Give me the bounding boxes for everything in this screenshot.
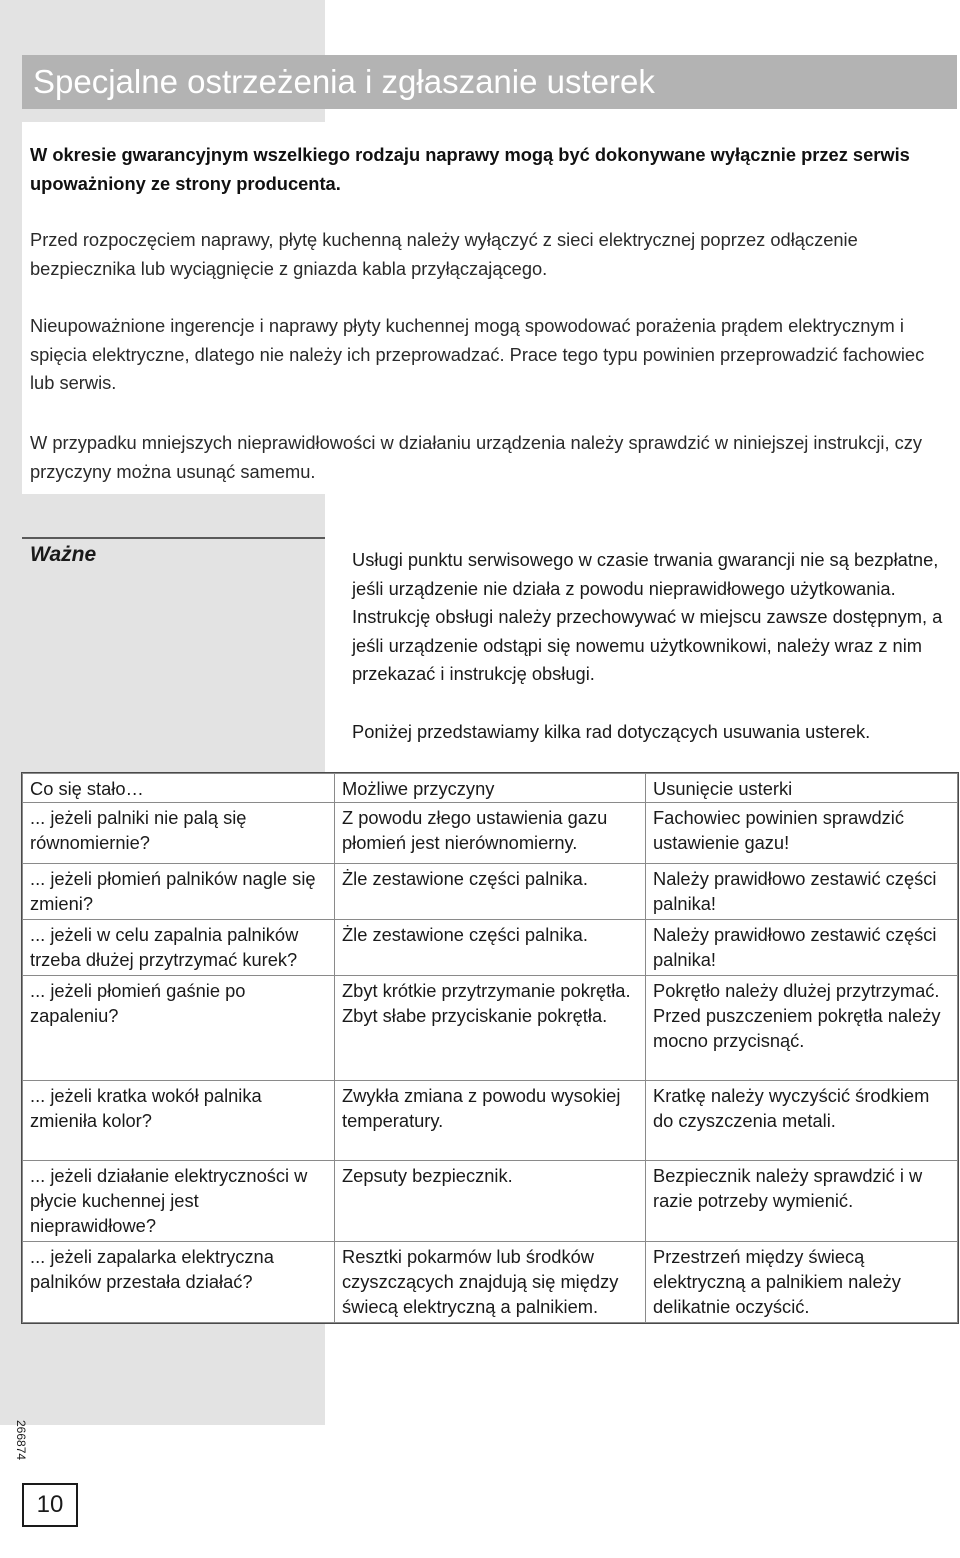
table-header-row <box>23 774 958 803</box>
table-cell: Żle zestawione części palnika. <box>335 864 646 920</box>
column-header-fix: Usunięcie usterki <box>646 774 958 803</box>
table-row <box>23 1242 958 1323</box>
table-cell: ... jeżeli zapalarka elektryczna palników przestała działać? <box>23 1242 335 1323</box>
table-cell: ... jeżeli w celu zapalnia palników trzeba dłużej przytrzymać kurek? <box>23 920 335 976</box>
table-cell: ... jeżeli działanie elektryczności w płycie kuchennej jest nieprawidłowe? <box>23 1161 335 1242</box>
important-label: Ważne <box>30 543 97 566</box>
page-title: Specjalne ostrzeżenia i zgłaszanie usterek <box>33 63 655 100</box>
table-cell: ... jeżeli płomień gaśnie po zapaleniu? <box>23 976 335 1081</box>
column-header-what-happened: Co się stało… <box>23 774 335 803</box>
table-cell: Kratkę należy wyczyścić środkiem do czyszczenia metali. <box>646 1081 958 1161</box>
table-cell: Pokrętło należy dlużej przytrzymać. Przed puszczeniem pokrętła należy mocno przycisnąć. <box>646 976 958 1081</box>
table-cell: Należy prawidłowo zestawić części palnika! <box>646 920 958 976</box>
warranty-paragraph: W okresie gwarancyjnym wszelkiego rodzaju naprawy mogą być dokonywane wyłącznie przez serwis upoważniony ze strony producenta. <box>30 144 910 194</box>
table-row <box>23 803 958 864</box>
disconnect-paragraph: Przed rozpoczęciem naprawy, płytę kuchenną należy wyłączyć z sieci elektrycznej poprzez odłączenie bezpiecznika lub wyciągnięcie z gniazda kabla przyłączającego. <box>30 229 858 279</box>
table-cell: Żle zestawione części palnika. <box>335 920 646 976</box>
unauthorized-repair-paragraph: Nieupoważnione ingerencje i naprawy płyty kuchennej mogą spowodować porażenia prądem elektrycznym i spięcia elektryczne, dlatego nie należy ich przeprowadzać. Prace tego typu powinien przeprowadzić fachowiec lub serwis. <box>30 315 925 393</box>
important-divider <box>22 537 325 539</box>
table-cell: Przestrzeń między świecą elektryczną a palnikiem należy delikatnie oczyścić. <box>646 1242 958 1323</box>
table-row <box>23 920 958 976</box>
table-cell: ... jeżeli kratka wokół palnika zmieniła kolor? <box>23 1081 335 1161</box>
table-cell: Bezpiecznik należy sprawdzić i w razie potrzeby wymienić. <box>646 1161 958 1242</box>
important-text: Usługi punktu serwisowego w czasie trwania gwarancji nie są bezpłatne, jeśli urządzenie nie działa z powodu nieprawidłowego użytkowania. Instrukcję obsługi należy przechowywać w miejscu zawsze dostępnym, a jeśli urządzenie odstąpi się nowemu użytkownikowi, należy wraz z nim przekazać i instrukcję obsługi. <box>352 549 943 684</box>
title-bar <box>22 55 957 109</box>
page-number-box <box>22 1483 78 1527</box>
document-id <box>14 1420 28 1464</box>
page-number: 10 <box>36 1491 64 1518</box>
table-cell: Należy prawidłowo zestawić części palnika! <box>646 864 958 920</box>
table-cell: ... jeżeli płomień palników nagle się zmieni? <box>23 864 335 920</box>
table-cell: Resztki pokarmów lub środków czyszczących znajdują się między świecą elektryczną a palnikiem. <box>335 1242 646 1323</box>
tips-intro-text: Poniżej przedstawiamy kilka rad dotyczących usuwania usterek. <box>352 721 871 742</box>
table-cell: Fachowiec powinien sprawdzić ustawienie gazu! <box>646 803 958 864</box>
table-cell: Zwykła zmiana z powodu wysokiej temperatury. <box>335 1081 646 1161</box>
table-row <box>23 1081 958 1161</box>
table-cell: ... jeżeli palniki nie palą się równomiernie? <box>23 803 335 864</box>
troubleshooting-table <box>22 773 958 1323</box>
table-row <box>23 976 958 1081</box>
column-header-possible-causes: Możliwe przyczyny <box>335 774 646 803</box>
document-id-text: 266874 <box>14 1420 28 1461</box>
table-cell: Zepsuty bezpiecznik. <box>335 1161 646 1242</box>
table-cell: Z powodu złego ustawienia gazu płomień jest nierównomierny. <box>335 803 646 864</box>
table-cell: Zbyt krótkie przytrzymanie pokrętła. Zbyt słabe przyciskanie pokrętła. <box>335 976 646 1081</box>
table-row <box>23 864 958 920</box>
minor-issues-paragraph: W przypadku mniejszych nieprawidłowości w działaniu urządzenia należy sprawdzić w niniejszej instrukcji, czy przyczyny można usunąć samemu. <box>30 432 923 482</box>
intro-section <box>22 122 957 494</box>
table-row <box>23 1161 958 1242</box>
